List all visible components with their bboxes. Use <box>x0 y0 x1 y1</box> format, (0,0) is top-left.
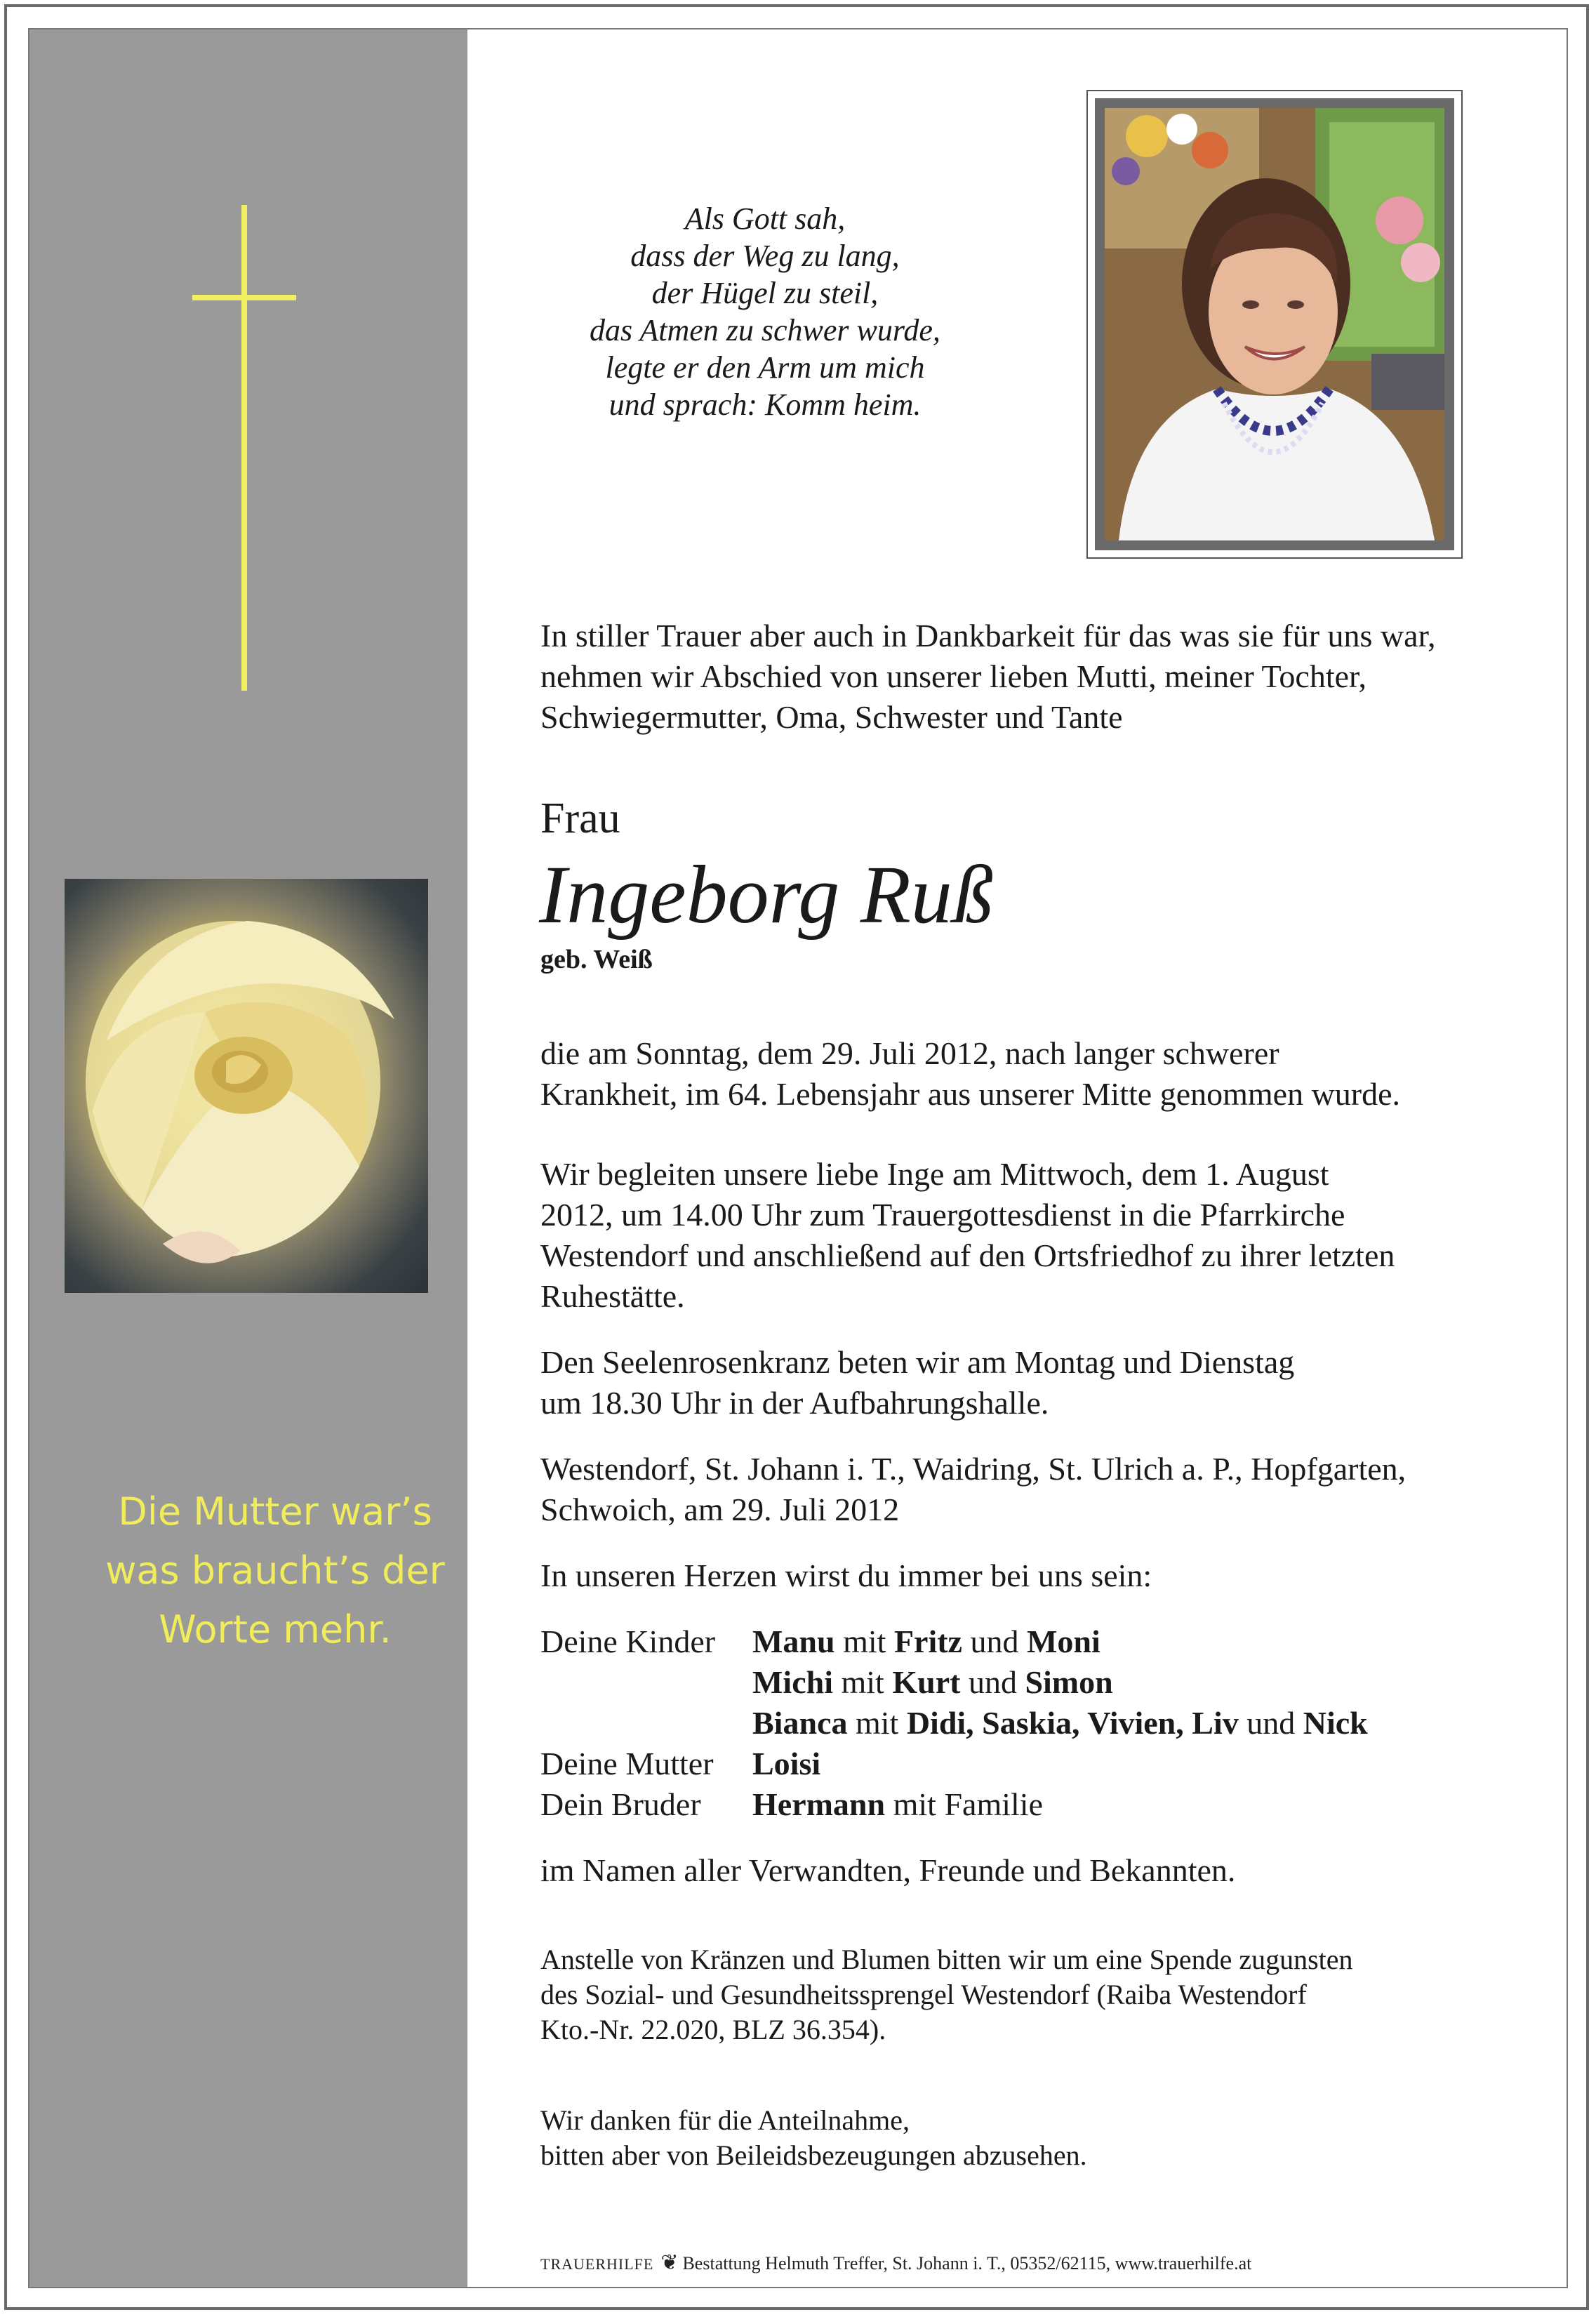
family-role: Deine Mutter <box>540 1746 714 1781</box>
portrait-photo <box>1105 108 1444 540</box>
poem <box>491 200 1039 423</box>
intro-line: In stiller Trauer aber auch in Dankbarkeit für das was sie für uns war, <box>540 618 1436 653</box>
text-line: Den Seelenrosenkranz beten wir am Montag und Dienstag <box>540 1344 1295 1380</box>
footer-brand: TRAUERHILFE <box>540 2255 654 2273</box>
text-line: um 18.30 Uhr in der Aufbahrungshalle. <box>540 1385 1049 1421</box>
text-line: Ruhestätte. <box>540 1278 685 1314</box>
text-line: 2012, um 14.00 Uhr zum Trauergottesdienst in die Pfarrkirche <box>540 1197 1345 1233</box>
footer-text: Bestattung Helmuth Treffer, St. Johann i. T., 05352/62115, www.trauerhilfe.at <box>682 2253 1252 2273</box>
intro-line: nehmen wir Abschied von unserer lieben Mutti, meiner Tochter, <box>540 658 1366 694</box>
text-line: die am Sonntag, dem 29. Juli 2012, nach langer schwerer <box>540 1035 1279 1071</box>
poem-line: dass der Weg zu lang, <box>630 239 900 273</box>
cross-icon <box>241 205 247 691</box>
family-role: Deine Kinder <box>540 1624 716 1659</box>
sidebar-quote <box>72 1482 479 1659</box>
text-line: Anstelle von Kränzen und Blumen bitten wir um eine Spende zugunsten <box>540 1944 1353 1975</box>
deceased-name: Ingeborg Ruß <box>539 849 994 941</box>
poem-line: der Hügel zu steil, <box>651 276 879 310</box>
funeral-service-text <box>540 1154 1395 1317</box>
donation-text <box>540 1942 1353 2047</box>
text-line: Westendorf und anschließend auf den Ortsfriedhof zu ihrer letzten <box>540 1237 1395 1273</box>
poem-line: und sprach: Komm heim. <box>609 387 922 422</box>
poem-line: das Atmen zu schwer wurde, <box>590 313 940 347</box>
yellow-rose-image <box>65 879 428 1293</box>
death-notice-text <box>540 1033 1400 1115</box>
family-role: Dein Bruder <box>540 1786 701 1822</box>
rosary-text <box>540 1342 1294 1423</box>
quote-line: Worte mehr. <box>159 1607 392 1652</box>
places-date-text <box>540 1449 1406 1530</box>
intro-line: Schwiegermutter, Oma, Schwester und Tante <box>540 699 1123 735</box>
poem-line: legte er den Arm um mich <box>605 350 925 385</box>
thanks-text <box>540 2103 1087 2173</box>
cross-icon-bar <box>192 295 296 300</box>
intro-text <box>540 616 1436 738</box>
text-line: Krankheit, im 64. Lebensjahr aus unserer Mitte genommen wurde. <box>540 1076 1401 1112</box>
text-line: Kto.-Nr. 22.020, BLZ 36.354). <box>540 2014 886 2045</box>
text-line: Westendorf, St. Johann i. T., Waidring, St. Ulrich a. P., Hopfgarten, <box>540 1451 1407 1487</box>
text-line: Wir begleiten unsere liebe Inge am Mittwoch, dem 1. August <box>540 1156 1329 1192</box>
feather-icon: ❦ <box>660 2251 679 2274</box>
footer <box>540 2252 1251 2276</box>
hearts-text: In unseren Herzen wirst du immer bei uns sein: <box>540 1558 1152 1593</box>
poem-line: Als Gott sah, <box>684 201 846 236</box>
portrait-frame <box>1086 90 1463 559</box>
text-line: des Sozial- und Gesundheitssprengel Westendorf (Raiba Westendorf <box>540 1979 1307 2010</box>
birth-name: geb. Weiß <box>540 945 653 974</box>
text-line: Schwoich, am 29. Juli 2012 <box>540 1492 900 1527</box>
salutation: Frau <box>540 795 620 842</box>
text-line: Wir danken für die Anteilnahme, <box>540 2104 910 2136</box>
relatives-text: im Namen aller Verwandten, Freunde und Bekannten. <box>540 1852 1236 1888</box>
quote-line: Die Mutter war’s <box>118 1489 432 1534</box>
quote-line: was braucht’s der <box>105 1548 445 1593</box>
text-line: bitten aber von Beileidsbezeugungen abzusehen. <box>540 2139 1087 2171</box>
